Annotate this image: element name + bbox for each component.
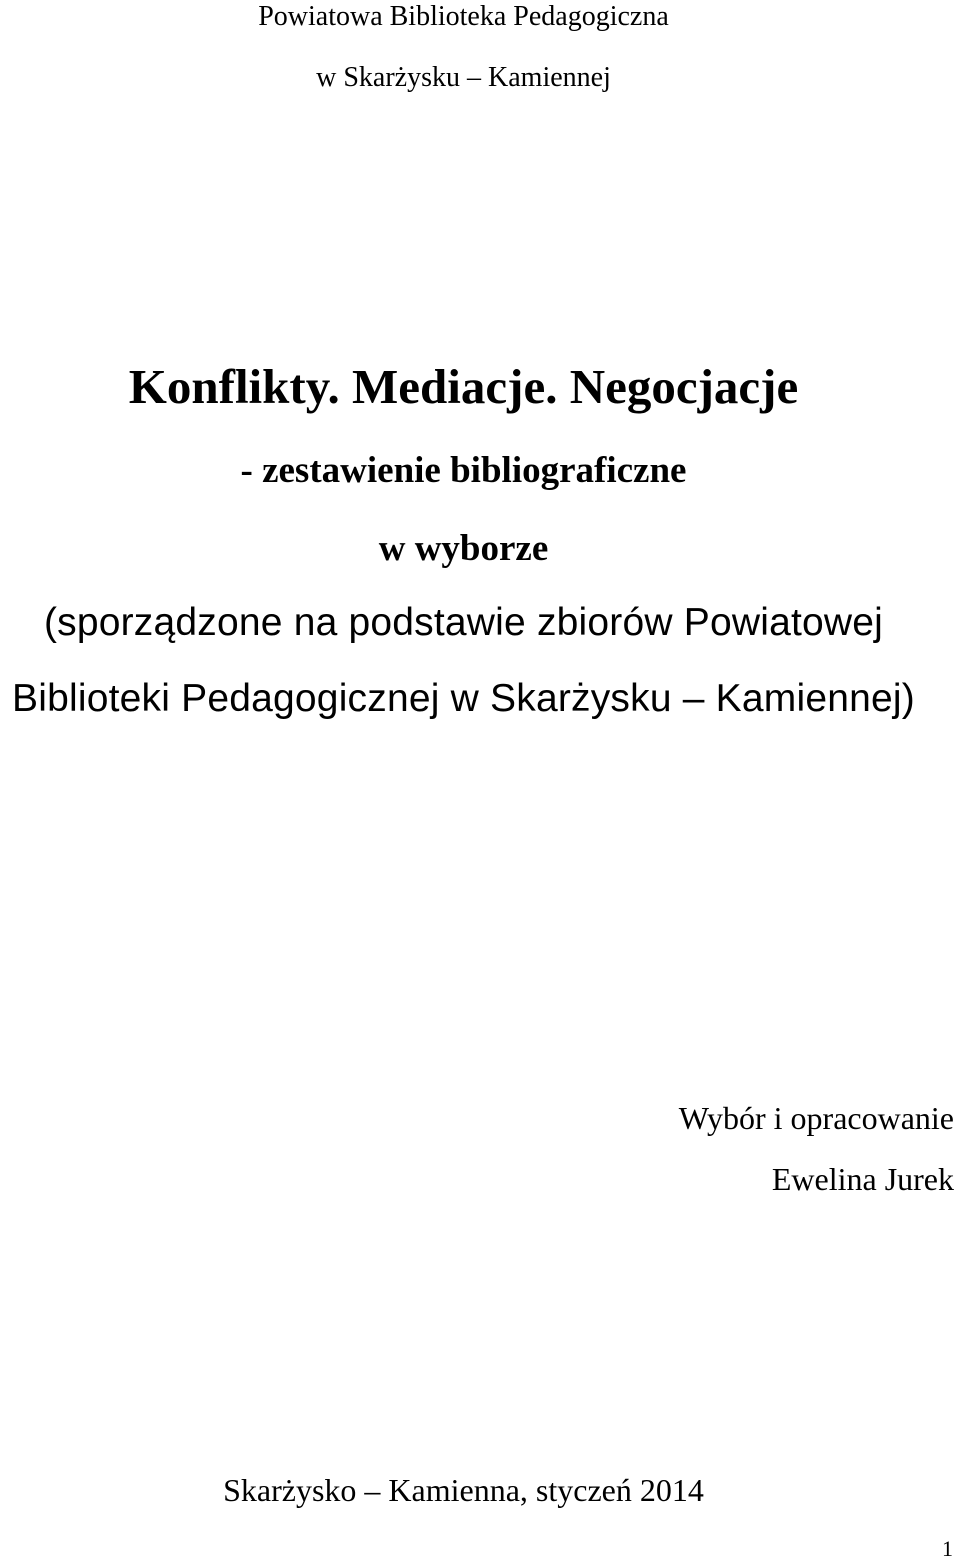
source-note-line-2: Biblioteki Pedagogicznej w Skarżysku – Kamiennej) bbox=[12, 677, 915, 720]
library-name: Powiatowa Biblioteka Pedagogiczna bbox=[258, 1, 669, 32]
page-number: 1 bbox=[942, 1536, 953, 1561]
source-note-line-1: (sporządzone na podstawie zbiorów Powiatowej bbox=[43, 601, 884, 644]
credits-label: Wybór i opracowanie bbox=[678, 1100, 954, 1136]
place-and-date: Skarżysko – Kamienna, styczeń 2014 bbox=[223, 1472, 704, 1508]
document-title: Konflikty. Mediacje. Negocjacje bbox=[128, 359, 799, 414]
author-name: Ewelina Jurek bbox=[771, 1161, 954, 1197]
subtitle-line-1: - zestawienie bibliograficzne bbox=[240, 450, 687, 491]
library-location: w Skarżysku – Kamiennej bbox=[316, 62, 611, 93]
subtitle-line-2: w wyborze bbox=[378, 528, 549, 569]
